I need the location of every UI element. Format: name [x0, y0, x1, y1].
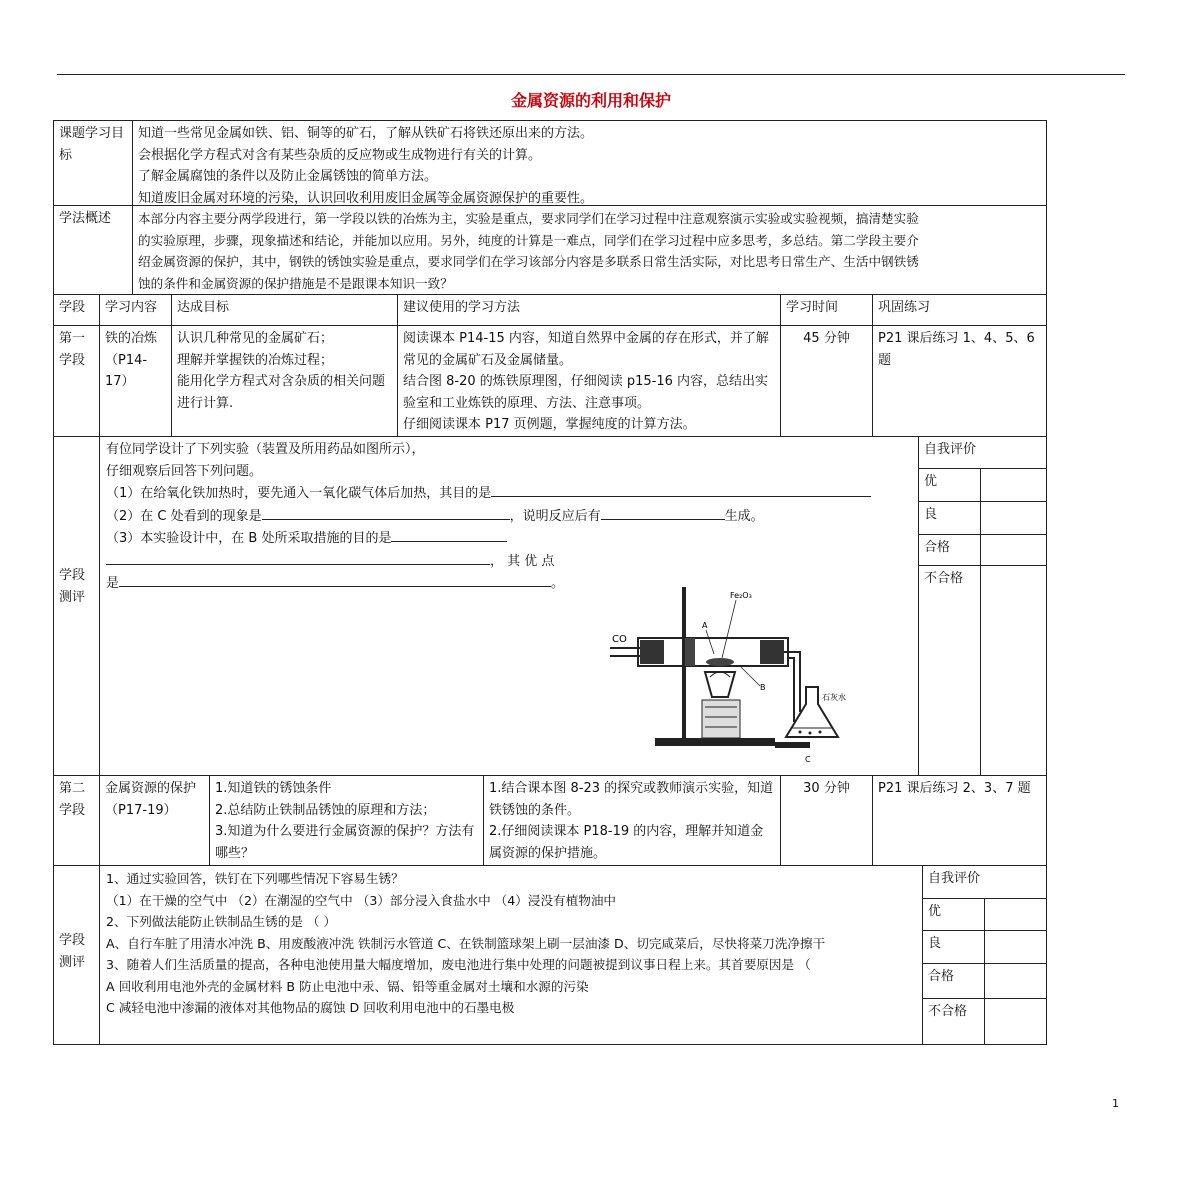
- stage2-goal: 3.知道为什么要进行金属资源的保护？方法有哪些？: [215, 824, 475, 861]
- q2-text-b: ，说明反应后有: [509, 508, 601, 524]
- method-line: 绍金属资源的保护，其中，钢铁的锈蚀实验是重点，要求同学们在学习该部分内容是多联系日常生活实际，对比思考日常生产、生活中钢铁锈: [138, 254, 919, 269]
- header-time: 学习时间: [780, 294, 873, 326]
- goal-line: 知道废旧金属对环境的污染，认识回收利用废旧金属等金属资源保护的重要性。: [138, 190, 594, 206]
- goal-line: 了解金属腐蚀的条件以及防止金属锈蚀的简单方法。: [138, 169, 438, 184]
- stage1-exercise: P21 课后练习 1、4、5、6 题: [872, 325, 1047, 437]
- page-title: 金属资源的利用和保护: [510, 91, 671, 110]
- method-line: 的实验原理，步骤，现象描述和结论，并能加以应用。另外，纯度的计算是一难点，同学们在学习过程中应多思考，多总结。第二学段主要介: [138, 232, 919, 248]
- label-b: B: [760, 683, 766, 692]
- test1-q2: [106, 505, 913, 528]
- eval-box[interactable]: [980, 501, 1047, 535]
- goals-label: 课题学习目标: [53, 120, 133, 206]
- eval-fail: 不合格: [922, 998, 985, 1045]
- q3-text-b: ， 其 优 点: [490, 553, 555, 569]
- eval-box[interactable]: [980, 565, 1047, 776]
- eval-fail: 不合格: [918, 565, 981, 776]
- test2-line: A、自行车脏了用清水冲洗 B、用废酸液冲洗 铁制污水管道 C、在铁制篮球架上刷一层油漆 D、切完咸菜后，尽快将菜刀洗净擦干: [106, 935, 826, 951]
- label-limewater: 石灰水: [822, 693, 846, 702]
- test2-line: 3、随着人们生活质量的提高，各种电池使用量大幅度增加，废电池进行集中处理的问题被提到议事日程上来。其首要原因是 （: [106, 957, 811, 972]
- label-a: A: [702, 621, 708, 630]
- stage1-methods: [397, 325, 781, 437]
- eval-excellent: 优: [918, 468, 981, 502]
- stage1-goals: [171, 325, 398, 437]
- test1-q3-cont: [106, 550, 913, 573]
- q2-text-a: （2）在 C 处看到的现象是: [106, 508, 262, 524]
- test2-content: [99, 865, 923, 1045]
- stage1-goal: 能用化学方程式对含杂质的相关问题进行计算.: [177, 374, 386, 411]
- stage1-goal: 认识几种常见的金属矿石；: [177, 331, 334, 346]
- stage2-method: 1.结合课本图 8-23 的探究或教师演示实验，知道铁锈蚀的条件。: [489, 781, 774, 818]
- goal-line: 知道一些常见金属如铁、铝、铜等的矿石，了解从铁矿石将铁还原出来的方法。: [138, 126, 594, 141]
- eval-pass: 合格: [918, 534, 981, 566]
- q3-text-c: 是: [106, 576, 120, 591]
- stage2-content: 金属资源的保护（P17-19）: [99, 775, 210, 866]
- q1-text: （1）在给氧化铁加热时，要先通入一氧化碳气体后加热，其目的是: [106, 486, 492, 501]
- stage2-time: 30 分钟: [780, 775, 873, 866]
- answer-blank[interactable]: [119, 572, 551, 587]
- header-method: 建议使用的学习方法: [397, 294, 781, 326]
- header-stage: 学段: [53, 294, 100, 326]
- eval-box[interactable]: [980, 534, 1047, 566]
- stage2-goals: [209, 775, 484, 866]
- stage2-goal: 2.总结防止铁制品锈蚀的原理和方法；: [215, 802, 436, 818]
- stage1-method: 仔细阅读课本 P17 页例题，掌握纯度的计算方法。: [403, 417, 696, 432]
- test1-content: [99, 436, 919, 776]
- stage1-method: 结合图 8-20 的炼铁原理图，仔细阅读 p15-16 内容，总结出实验室和工业炼铁的原理、方法、注意事项。: [403, 374, 769, 411]
- header-goal: 达成目标: [171, 294, 398, 326]
- eval-box[interactable]: [984, 930, 1047, 964]
- method-line: 蚀的条件和金属资源的保护措施是不是跟课本知识一致？: [138, 275, 453, 291]
- answer-blank[interactable]: [601, 505, 725, 520]
- eval-box[interactable]: [980, 468, 1047, 502]
- test1-label: 学段测评: [53, 436, 100, 776]
- stage1-content: 铁的冶炼（P14-17）: [99, 325, 172, 437]
- eval-pass: 合格: [922, 963, 985, 999]
- header-rule: [57, 74, 1125, 75]
- answer-blank[interactable]: [262, 505, 510, 520]
- q2-text-c: 生成。: [724, 508, 764, 524]
- test2-line: 1、通过实验回答，铁钉在下列哪些情况下容易生锈？: [106, 871, 404, 886]
- label-fe2o3: Fe₂O₃: [730, 591, 752, 600]
- answer-blank[interactable]: [106, 550, 490, 565]
- eval-box[interactable]: [984, 898, 1047, 931]
- test2-line: A 回收利用电池外壳的金属材料 B 防止电池中汞、镉、铅等重金属对土壤和水源的污染: [106, 978, 589, 994]
- eval-excellent: 优: [922, 898, 985, 931]
- label-c: C: [805, 755, 811, 764]
- test2-line: C 减轻电池中渗漏的液体对其他物品的腐蚀 D 回收利用电池中的石墨电极: [106, 1000, 515, 1015]
- eval-box[interactable]: [984, 998, 1047, 1045]
- stage2-method: 2.仔细阅读课本 P18-19 的内容，理解并知道金属资源的保护措施。: [489, 824, 764, 861]
- stage2-goal: 1.知道铁的锈蚀条件: [215, 781, 332, 796]
- answer-blank[interactable]: [391, 527, 507, 542]
- eval-good: 良: [918, 501, 981, 535]
- self-eval-header: 自我评价: [918, 436, 1047, 469]
- stage1-time: 45 分钟: [780, 325, 873, 437]
- experiment-apparatus-figure: [610, 582, 900, 767]
- test2-line: 2、下列做法能防止铁制品生锈的是 （ ）: [106, 914, 337, 929]
- method-label: 学法概述: [53, 205, 133, 295]
- header-exercise: 巩固练习: [872, 294, 1047, 326]
- stage2-methods: [483, 775, 781, 866]
- test1-intro2: 仔细观察后回答下列问题。: [106, 463, 263, 479]
- page-number: 1: [1112, 1097, 1119, 1110]
- stage1-goal: 理解并掌握铁的冶炼过程；: [177, 352, 334, 368]
- test2-label: 学段测评: [53, 865, 100, 1045]
- header-content: 学习内容: [99, 294, 172, 326]
- q3-text-a: （3）本实验设计中，在 B 处所采取措施的目的是: [106, 531, 392, 546]
- method-content: [132, 205, 1047, 295]
- stage2-label: 第二学段: [53, 775, 100, 866]
- eval-box[interactable]: [984, 963, 1047, 999]
- method-line: 本部分内容主要分两学段进行，第一学段以铁的冶炼为主，实验是重点，要求同学们在学习过程中注意观察演示实验或实验视频，搞清楚实验: [138, 211, 919, 226]
- test2-line: （1）在干燥的空气中 （2）在潮湿的空气中 （3）部分浸入食盐水中 （4）浸没有植物油中: [106, 892, 617, 908]
- test1-q3: [106, 527, 913, 550]
- stage1-method: 阅读课本 P14-15 内容，知道自然界中金属的存在形式，并了解常见的金属矿石及金属储量。: [403, 331, 769, 368]
- q3-text-d: 。: [551, 576, 565, 591]
- test1-q1: [106, 482, 913, 505]
- answer-blank[interactable]: [491, 482, 871, 497]
- stage2-exercise: P21 课后练习 2、3、7 题: [872, 775, 1047, 866]
- goals-content: [132, 120, 1047, 206]
- label-co: CO: [612, 634, 627, 645]
- goal-line: 会根据化学方程式对含有某些杂质的反应物或生成物进行有关的计算。: [138, 147, 542, 163]
- eval-good: 良: [922, 930, 985, 964]
- test1-intro: 有位同学设计了下列实验（装置及所用药品如图所示），: [106, 442, 425, 457]
- stage1-label: 第一学段: [53, 325, 100, 437]
- self-eval-header: 自我评价: [922, 865, 1047, 899]
